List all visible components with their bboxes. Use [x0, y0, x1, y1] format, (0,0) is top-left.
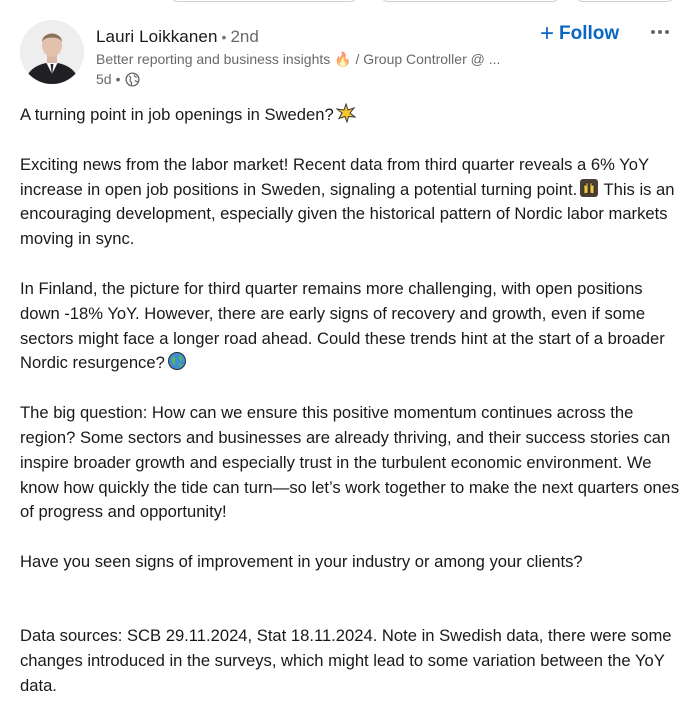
ellipsis-dot — [665, 30, 669, 34]
author-line — [96, 27, 259, 47]
degree-separator: • — [221, 29, 227, 45]
paragraph-2-text: In Finland, the picture for third quarter remains more challenging, with open positions down -18% YoY. However, there are early signs of recovery and growth, even if some sectors might face a longer road ahead. Could these trends hint at the start of a broader Nordic resurgence? — [20, 278, 665, 373]
post-body — [20, 103, 680, 698]
avatar[interactable] — [20, 20, 84, 84]
post-title-text: A turning point in job openings in Sweden? — [20, 105, 334, 124]
post-time: 5d — [96, 71, 112, 87]
paragraph-5: Data sources: SCB 29.11.2024, Stat 18.11.2024. Note in Swedish data, there were some changes introduced in the surveys, which might lead to some variation between the YoY data. — [20, 625, 672, 695]
follow-label: Follow — [559, 23, 620, 44]
raised-hands-emoji-icon — [579, 178, 599, 198]
paragraph-1 — [20, 153, 680, 252]
ellipsis-dot — [658, 30, 662, 34]
paragraph-1b-text: This is an encouraging development, especially given the historical pattern of Nordic labor markets moving in sync. — [20, 179, 675, 249]
time-separator: • — [115, 71, 121, 87]
connection-degree: 2nd — [230, 27, 259, 46]
paragraph-4: Have you seen signs of improvement in your industry or among your clients? — [20, 552, 583, 572]
paragraph-1-text: Exciting news from the labor market! Recent data from third quarter reveals a 6% YoY increase in open job positions in Sweden, signaling a potential turning point. — [20, 154, 649, 199]
post-title — [20, 103, 680, 128]
sparkle-emoji-icon — [336, 103, 356, 123]
more-options-button[interactable] — [648, 22, 672, 42]
plus-icon: + — [540, 20, 555, 47]
globe-icon — [125, 72, 140, 87]
post-meta — [96, 71, 140, 87]
follow-button[interactable] — [540, 20, 619, 48]
ellipsis-dot — [651, 30, 655, 34]
globe-emoji-icon — [167, 351, 187, 371]
author-name[interactable]: Lauri Loikkanen — [96, 27, 218, 46]
author-headline: Better reporting and business insights 🔥 / Group Controller @ ... — [96, 51, 501, 67]
paragraph-2 — [20, 277, 680, 376]
post-header — [0, 0, 694, 100]
paragraph-3: The big question: How can we ensure this positive momentum continues across the region? Some sectors and businesses are already thriving, and their success stories can inspire broader growth and especially trust in the turbulent economic environment. We know how quickly the tide can turn—so let’s work together to make the next quarters ones of progress and opportunity! — [20, 403, 680, 522]
